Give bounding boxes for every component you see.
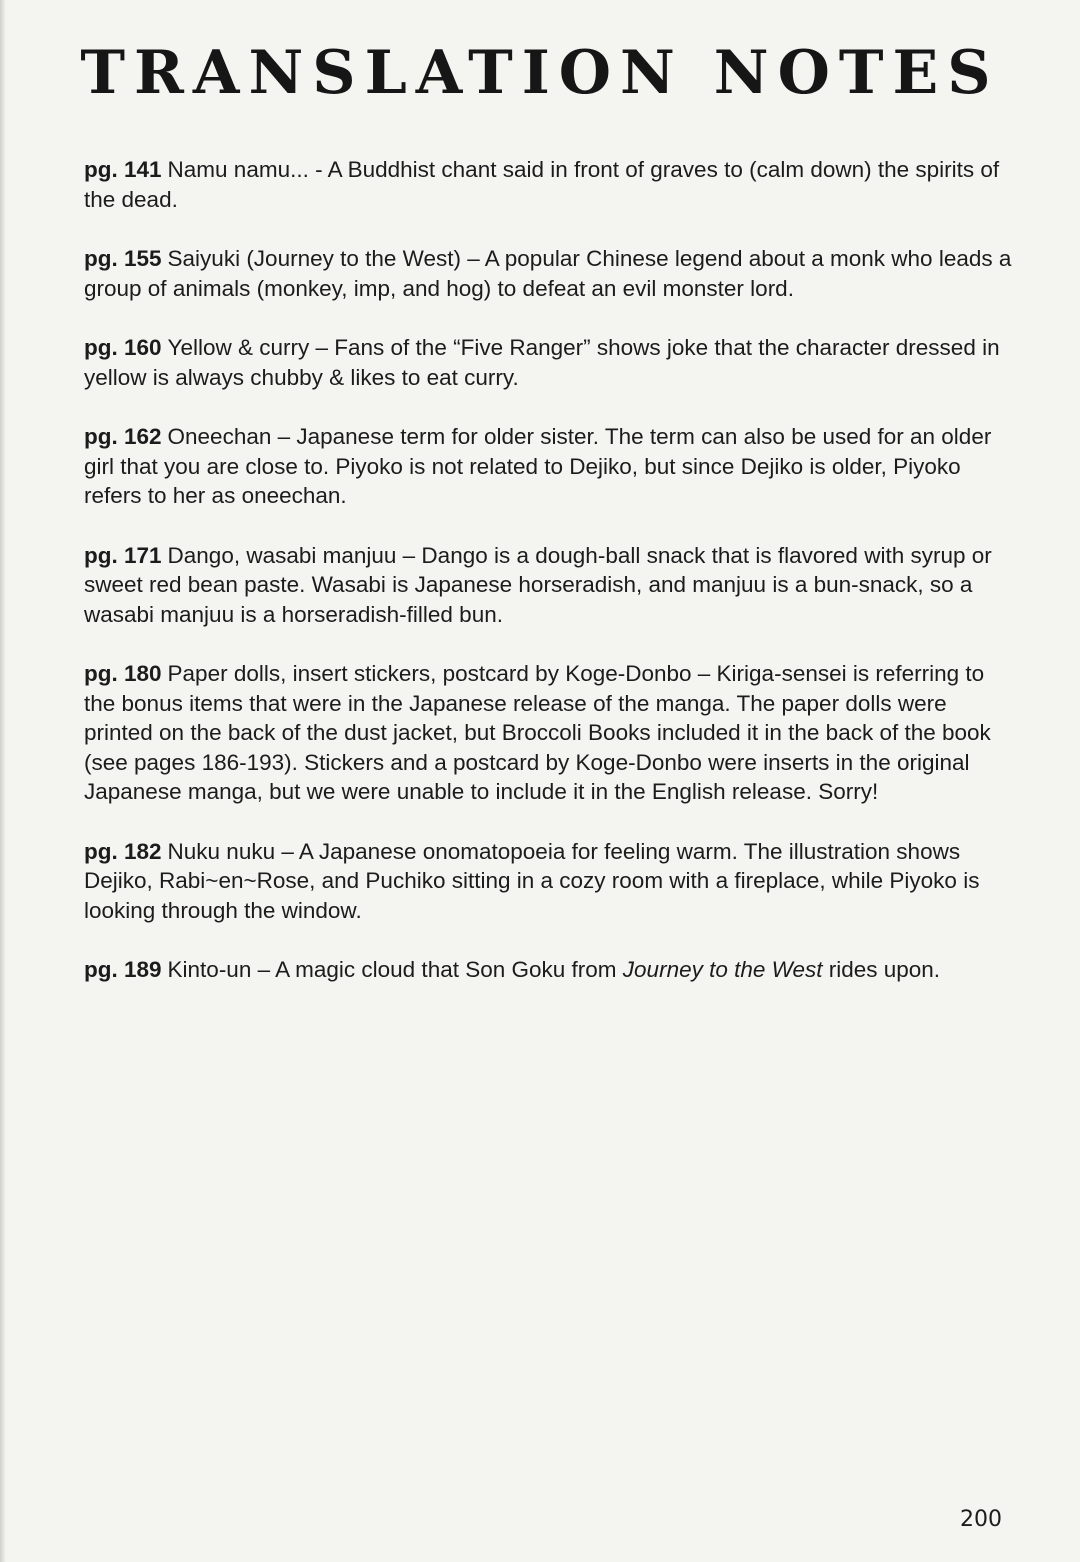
note-text: Yellow & curry – Fans of the “Five Ranger” shows joke that the character dressed in yellow is always chubby & likes to eat curry. — [84, 335, 1000, 390]
note-pg-180 — [84, 659, 1014, 807]
note-page-ref: pg. 160 — [84, 335, 162, 360]
translation-notes-list — [84, 155, 1014, 1015]
note-page-ref: pg. 162 — [84, 424, 162, 449]
note-pg-162 — [84, 422, 1014, 511]
note-text: Namu namu... - A Buddhist chant said in front of graves to (calm down) the spirits of the dead. — [84, 157, 1000, 212]
note-pg-189 — [84, 955, 1014, 985]
note-page-ref: pg. 141 — [84, 157, 162, 182]
note-text-italic-title: Journey to the West — [622, 957, 823, 982]
note-page-ref: pg. 180 — [84, 661, 162, 686]
note-text: Paper dolls, insert stickers, postcard by Koge-Donbo – Kiriga-sensei is referring to the bonus items that were in the Japanese release of the manga. The paper dolls were printed on the back of the dust jacket, but Broccoli Books included it in the back of the book (see pages 186-193). Stickers and a postcard by Koge-Donbo were inserts in the original Japanese manga, but we were unable to include it in the English release. Sorry! — [84, 661, 991, 804]
note-page-ref: pg. 189 — [84, 957, 162, 982]
note-text: rides upon. — [822, 957, 941, 982]
page-number: 200 — [960, 1507, 1002, 1532]
note-text: Nuku nuku – A Japanese onomatopoeia for feeling warm. The illustration shows Dejiko, Rabi~en~Rose, and Puchiko sitting in a cozy room with a fireplace, while Piyoko is looking through the window. — [84, 838, 980, 923]
note-pg-182 — [84, 837, 1014, 926]
note-pg-160 — [84, 333, 1014, 392]
note-page-ref: pg. 155 — [84, 246, 162, 271]
note-text: Dango, wasabi manjuu – Dango is a dough-ball snack that is flavored with syrup or sweet red bean paste. Wasabi is Japanese horseradish, and manjuu is a bun-snack, so a wasabi manjuu is a horseradish-filled bun. — [84, 542, 992, 627]
page-title: TRANSLATION NOTES — [80, 38, 1000, 108]
page-binding-edge — [0, 0, 6, 1562]
note-page-ref: pg. 182 — [84, 838, 162, 864]
note-pg-141 — [84, 155, 1014, 214]
note-pg-155 — [84, 244, 1014, 303]
note-page-ref: pg. 171 — [84, 542, 162, 568]
note-text: Saiyuki (Journey to the West) – A popular Chinese legend about a monk who leads a group of animals (monkey, imp, and hog) to defeat an evil monster lord. — [84, 246, 1012, 301]
note-pg-171 — [84, 541, 1014, 630]
note-text: Kinto-un – A magic cloud that Son Goku from — [167, 957, 623, 982]
note-text: Oneechan – Japanese term for older sister. The term can also be used for an older girl that you are close to. Piyoko is not related to Dejiko, but since Dejiko is older, Piyoko refers to her as oneechan. — [84, 424, 992, 508]
